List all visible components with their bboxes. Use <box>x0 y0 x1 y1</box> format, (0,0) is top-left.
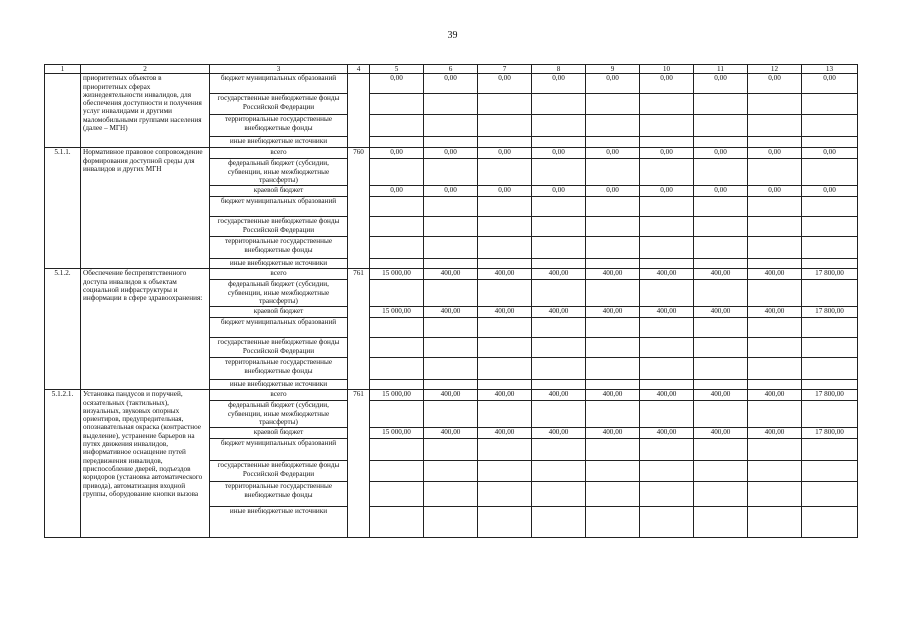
value-cell <box>694 439 748 461</box>
value-cell <box>478 115 532 137</box>
item-code: 761 <box>348 269 370 390</box>
value-cell <box>370 137 424 148</box>
value-cell <box>802 237 858 259</box>
funding-source: всего <box>210 269 348 280</box>
value-cell <box>478 217 532 237</box>
value-cell: 15 000,00 <box>370 390 424 401</box>
value-cell: 0,00 <box>424 186 478 197</box>
value-cell <box>586 237 640 259</box>
value-cell: 0,00 <box>640 74 694 94</box>
value-cell <box>748 137 802 148</box>
value-cell: 0,00 <box>694 148 748 159</box>
value-cell <box>748 115 802 137</box>
funding-source: всего <box>210 148 348 159</box>
value-cell <box>802 115 858 137</box>
table-row <box>45 390 858 401</box>
funding-source: бюджет муниципальных образований <box>210 439 348 461</box>
value-cell <box>370 115 424 137</box>
value-cell <box>748 259 802 269</box>
value-cell <box>370 507 424 538</box>
value-cell: 17 800,00 <box>802 269 858 280</box>
value-cell <box>532 380 586 390</box>
funding-source: территориальные государственные внебюджетные фонды <box>210 115 348 137</box>
value-cell: 400,00 <box>478 428 532 439</box>
value-cell: 400,00 <box>586 390 640 401</box>
value-cell <box>802 461 858 482</box>
value-cell: 400,00 <box>478 269 532 280</box>
value-cell <box>802 358 858 380</box>
value-cell <box>532 159 586 186</box>
value-cell <box>478 358 532 380</box>
value-cell <box>532 401 586 428</box>
value-cell <box>478 401 532 428</box>
value-cell <box>370 338 424 358</box>
item-number: 5.1.2.1. <box>45 390 81 538</box>
value-cell <box>478 94 532 115</box>
value-cell: 15 000,00 <box>370 428 424 439</box>
value-cell <box>640 482 694 507</box>
value-cell <box>586 137 640 148</box>
value-cell <box>532 259 586 269</box>
value-cell: 0,00 <box>532 74 586 94</box>
value-cell <box>748 318 802 338</box>
value-cell <box>748 197 802 217</box>
value-cell: 400,00 <box>478 390 532 401</box>
value-cell <box>802 217 858 237</box>
value-cell <box>748 439 802 461</box>
value-cell <box>802 159 858 186</box>
value-cell: 0,00 <box>478 186 532 197</box>
value-cell <box>694 482 748 507</box>
value-cell <box>424 338 478 358</box>
value-cell <box>370 439 424 461</box>
value-cell <box>694 318 748 338</box>
header-cell: 6 <box>424 65 478 74</box>
value-cell <box>532 197 586 217</box>
value-cell <box>424 507 478 538</box>
value-cell <box>424 115 478 137</box>
value-cell <box>586 259 640 269</box>
value-cell <box>532 318 586 338</box>
value-cell <box>802 259 858 269</box>
value-cell: 400,00 <box>640 390 694 401</box>
header-cell: 7 <box>478 65 532 74</box>
value-cell <box>370 461 424 482</box>
value-cell <box>586 338 640 358</box>
value-cell <box>424 237 478 259</box>
value-cell <box>586 217 640 237</box>
value-cell <box>532 237 586 259</box>
header-cell: 5 <box>370 65 424 74</box>
value-cell <box>694 280 748 307</box>
value-cell <box>424 217 478 237</box>
value-cell: 400,00 <box>586 307 640 318</box>
value-cell <box>748 358 802 380</box>
value-cell: 400,00 <box>694 390 748 401</box>
value-cell <box>532 94 586 115</box>
value-cell <box>748 482 802 507</box>
value-cell: 0,00 <box>586 74 640 94</box>
value-cell <box>640 380 694 390</box>
value-cell: 400,00 <box>748 307 802 318</box>
value-cell <box>370 318 424 338</box>
value-cell <box>478 159 532 186</box>
value-cell: 400,00 <box>694 428 748 439</box>
value-cell <box>802 380 858 390</box>
value-cell <box>532 439 586 461</box>
value-cell <box>802 338 858 358</box>
value-cell: 0,00 <box>802 186 858 197</box>
value-cell <box>748 217 802 237</box>
value-cell <box>640 318 694 338</box>
value-cell: 0,00 <box>694 74 748 94</box>
value-cell: 400,00 <box>694 307 748 318</box>
item-number <box>45 74 81 148</box>
value-cell: 17 800,00 <box>802 390 858 401</box>
value-cell: 0,00 <box>532 186 586 197</box>
value-cell <box>586 115 640 137</box>
value-cell <box>370 197 424 217</box>
value-cell <box>694 259 748 269</box>
item-code: 761 <box>348 390 370 538</box>
value-cell <box>748 237 802 259</box>
value-cell <box>478 259 532 269</box>
funding-source: краевой бюджет <box>210 307 348 318</box>
value-cell <box>424 159 478 186</box>
value-cell: 400,00 <box>748 390 802 401</box>
value-cell <box>802 401 858 428</box>
value-cell <box>694 237 748 259</box>
value-cell: 400,00 <box>478 307 532 318</box>
value-cell: 400,00 <box>694 269 748 280</box>
value-cell <box>640 439 694 461</box>
value-cell <box>802 318 858 338</box>
funding-source: федеральный бюджет (субсидии, субвенции, иные межбюджетные трансферты) <box>210 280 348 307</box>
value-cell <box>424 439 478 461</box>
item-name: приоритетных объектов в приоритетных сферах жизнедеятельности инвалидов, для обеспечения доступности и получения услуг инвалидами и другими маломобильными группами населения (далее – МГН) <box>81 74 210 148</box>
value-cell <box>748 159 802 186</box>
value-cell: 0,00 <box>802 148 858 159</box>
table-row <box>45 74 858 94</box>
funding-source: государственные внебюджетные фонды Российской Федерации <box>210 338 348 358</box>
funding-source: территориальные государственные внебюджетные фонды <box>210 482 348 507</box>
value-cell <box>424 482 478 507</box>
value-cell <box>802 197 858 217</box>
value-cell <box>694 137 748 148</box>
value-cell <box>424 137 478 148</box>
header-row <box>45 65 858 74</box>
value-cell <box>532 482 586 507</box>
value-cell <box>640 507 694 538</box>
header-cell: 9 <box>586 65 640 74</box>
value-cell <box>640 358 694 380</box>
value-cell <box>748 338 802 358</box>
value-cell <box>586 197 640 217</box>
funding-source: краевой бюджет <box>210 428 348 439</box>
value-cell <box>586 482 640 507</box>
value-cell: 17 800,00 <box>802 428 858 439</box>
value-cell <box>694 358 748 380</box>
funding-source: государственные внебюджетные фонды Российской Федерации <box>210 94 348 115</box>
funding-source: иные внебюджетные источники <box>210 259 348 269</box>
item-name: Нормативное правовое сопровождение формирования доступной среды для инвалидов и других МГН <box>81 148 210 269</box>
value-cell <box>370 159 424 186</box>
value-cell <box>424 380 478 390</box>
value-cell: 400,00 <box>424 390 478 401</box>
budget-table <box>44 64 858 538</box>
value-cell <box>370 94 424 115</box>
value-cell <box>424 358 478 380</box>
value-cell <box>478 237 532 259</box>
value-cell <box>532 358 586 380</box>
item-number: 5.1.2. <box>45 269 81 390</box>
value-cell <box>802 507 858 538</box>
value-cell: 0,00 <box>370 74 424 94</box>
value-cell <box>424 318 478 338</box>
value-cell: 400,00 <box>586 269 640 280</box>
value-cell <box>640 401 694 428</box>
funding-source: бюджет муниципальных образований <box>210 74 348 94</box>
value-cell <box>640 237 694 259</box>
value-cell <box>640 259 694 269</box>
value-cell <box>370 237 424 259</box>
value-cell <box>586 401 640 428</box>
value-cell: 400,00 <box>532 390 586 401</box>
value-cell: 0,00 <box>748 186 802 197</box>
value-cell: 17 800,00 <box>802 307 858 318</box>
value-cell <box>586 358 640 380</box>
value-cell <box>478 482 532 507</box>
value-cell: 15 000,00 <box>370 269 424 280</box>
value-cell <box>694 401 748 428</box>
value-cell <box>424 197 478 217</box>
value-cell <box>694 507 748 538</box>
value-cell <box>586 380 640 390</box>
value-cell <box>370 358 424 380</box>
value-cell <box>370 401 424 428</box>
value-cell: 0,00 <box>748 148 802 159</box>
funding-source: иные внебюджетные источники <box>210 137 348 148</box>
funding-source: государственные внебюджетные фонды Российской Федерации <box>210 217 348 237</box>
header-cell: 12 <box>748 65 802 74</box>
value-cell: 0,00 <box>478 74 532 94</box>
value-cell <box>424 461 478 482</box>
header-cell: 2 <box>81 65 210 74</box>
value-cell: 15 000,00 <box>370 307 424 318</box>
value-cell <box>478 507 532 538</box>
value-cell <box>478 280 532 307</box>
value-cell <box>370 482 424 507</box>
funding-source: краевой бюджет <box>210 186 348 197</box>
value-cell: 0,00 <box>586 186 640 197</box>
value-cell: 0,00 <box>586 148 640 159</box>
value-cell <box>802 94 858 115</box>
value-cell: 400,00 <box>586 428 640 439</box>
value-cell <box>748 401 802 428</box>
funding-source: федеральный бюджет (субсидии, субвенции, иные межбюджетные трансферты) <box>210 159 348 186</box>
item-name: Обеспечение беспрепятственного доступа инвалидов к объектам социальной инфраструктуры и информации в сфере здравоохранения: <box>81 269 210 390</box>
value-cell <box>478 380 532 390</box>
value-cell: 400,00 <box>640 428 694 439</box>
value-cell <box>532 461 586 482</box>
value-cell <box>694 94 748 115</box>
funding-source: территориальные государственные внебюджетные фонды <box>210 237 348 259</box>
funding-source: территориальные государственные внебюджетные фонды <box>210 358 348 380</box>
value-cell <box>694 380 748 390</box>
value-cell <box>694 338 748 358</box>
table-row <box>45 148 858 159</box>
value-cell <box>694 197 748 217</box>
funding-source: иные внебюджетные источники <box>210 380 348 390</box>
value-cell <box>802 137 858 148</box>
value-cell <box>802 280 858 307</box>
value-cell <box>640 137 694 148</box>
value-cell <box>370 217 424 237</box>
value-cell <box>586 280 640 307</box>
value-cell <box>478 338 532 358</box>
value-cell: 400,00 <box>748 428 802 439</box>
item-name: Установка пандусов и поручней, осязательных (тактильных), визуальных, звуковых опорных ориентиров, предупредительная, опознавательная окраска (контрастное выделение), устранение барьеров на путях движения инвалидов, информативное оснащение путей передвижения инвалидов, приспособление дверей, подъездов коридоров (установка автоматического привода), автоматизация входной группы, оборудование кнопки вызова <box>81 390 210 538</box>
value-cell: 400,00 <box>424 307 478 318</box>
value-cell <box>640 461 694 482</box>
value-cell: 0,00 <box>478 148 532 159</box>
value-cell <box>802 482 858 507</box>
value-cell: 0,00 <box>802 74 858 94</box>
header-cell: 3 <box>210 65 348 74</box>
value-cell <box>640 280 694 307</box>
value-cell: 0,00 <box>532 148 586 159</box>
value-cell <box>532 507 586 538</box>
value-cell <box>586 439 640 461</box>
header-cell: 13 <box>802 65 858 74</box>
value-cell: 0,00 <box>370 148 424 159</box>
funding-source: федеральный бюджет (субсидии, субвенции, иные межбюджетные трансферты) <box>210 401 348 428</box>
value-cell: 0,00 <box>748 74 802 94</box>
value-cell <box>748 507 802 538</box>
value-cell <box>424 94 478 115</box>
value-cell <box>532 280 586 307</box>
value-cell <box>586 461 640 482</box>
item-number: 5.1.1. <box>45 148 81 269</box>
value-cell <box>370 380 424 390</box>
value-cell: 0,00 <box>694 186 748 197</box>
value-cell: 400,00 <box>640 307 694 318</box>
value-cell <box>748 461 802 482</box>
value-cell <box>370 259 424 269</box>
value-cell <box>640 197 694 217</box>
value-cell <box>748 380 802 390</box>
page-number: 39 <box>447 30 458 41</box>
value-cell <box>532 217 586 237</box>
value-cell <box>424 401 478 428</box>
value-cell <box>532 137 586 148</box>
value-cell <box>478 461 532 482</box>
value-cell: 0,00 <box>424 74 478 94</box>
funding-source: бюджет муниципальных образований <box>210 318 348 338</box>
value-cell <box>748 94 802 115</box>
header-cell: 1 <box>45 65 81 74</box>
value-cell: 400,00 <box>532 269 586 280</box>
header-cell: 10 <box>640 65 694 74</box>
value-cell: 400,00 <box>424 269 478 280</box>
value-cell <box>424 259 478 269</box>
value-cell <box>478 439 532 461</box>
value-cell: 400,00 <box>424 428 478 439</box>
header-cell: 4 <box>348 65 370 74</box>
value-cell <box>694 159 748 186</box>
value-cell: 0,00 <box>424 148 478 159</box>
value-cell <box>748 280 802 307</box>
value-cell: 400,00 <box>532 307 586 318</box>
value-cell: 0,00 <box>640 186 694 197</box>
value-cell: 0,00 <box>640 148 694 159</box>
value-cell <box>586 507 640 538</box>
value-cell: 0,00 <box>370 186 424 197</box>
value-cell <box>586 318 640 338</box>
value-cell <box>694 461 748 482</box>
value-cell <box>532 338 586 358</box>
value-cell: 400,00 <box>640 269 694 280</box>
value-cell <box>370 280 424 307</box>
value-cell <box>586 159 640 186</box>
value-cell <box>640 115 694 137</box>
value-cell <box>694 115 748 137</box>
value-cell <box>478 318 532 338</box>
value-cell <box>694 217 748 237</box>
header-cell: 8 <box>532 65 586 74</box>
value-cell <box>478 137 532 148</box>
funding-source: иные внебюджетные источники <box>210 507 348 538</box>
value-cell <box>586 94 640 115</box>
value-cell <box>640 159 694 186</box>
funding-source: государственные внебюджетные фонды Российской Федерации <box>210 461 348 482</box>
header-cell: 11 <box>694 65 748 74</box>
value-cell <box>640 338 694 358</box>
value-cell: 400,00 <box>748 269 802 280</box>
value-cell <box>640 217 694 237</box>
funding-source: бюджет муниципальных образований <box>210 197 348 217</box>
value-cell <box>478 197 532 217</box>
value-cell <box>802 439 858 461</box>
table-row <box>45 269 858 280</box>
value-cell: 400,00 <box>532 428 586 439</box>
funding-source: всего <box>210 390 348 401</box>
item-code <box>348 74 370 148</box>
item-code: 760 <box>348 148 370 269</box>
value-cell <box>640 94 694 115</box>
value-cell <box>532 115 586 137</box>
value-cell <box>424 280 478 307</box>
